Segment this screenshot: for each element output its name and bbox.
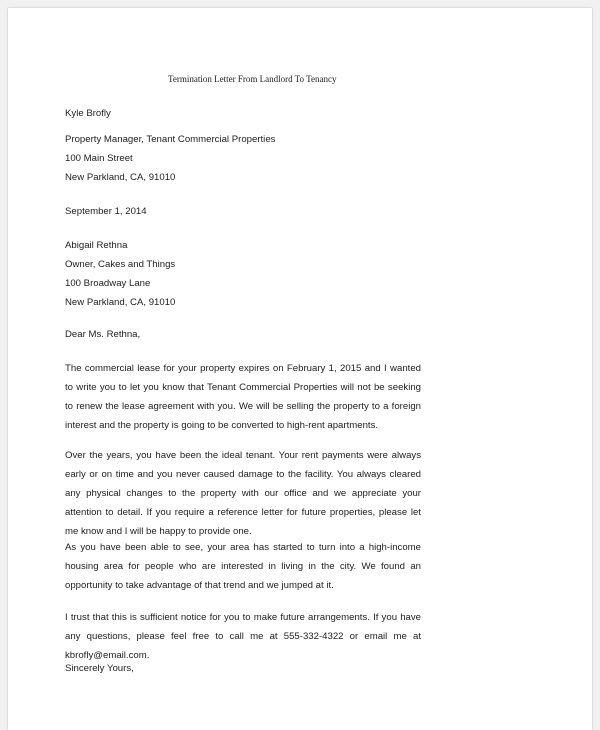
sender-name: Kyle Brofly bbox=[65, 108, 111, 119]
recipient-city: New Parkland, CA, 91010 bbox=[65, 297, 176, 308]
closing: Sincerely Yours, bbox=[65, 663, 134, 674]
recipient-name: Abigail Rethna bbox=[65, 240, 128, 251]
paragraph-area-change: As you have been able to see, your area has started to turn into a high-income housing area for people who are interested in living in the city. We found an opportunity to take advantage of that trend and we jumped at it. bbox=[65, 542, 421, 591]
sender-street: 100 Main Street bbox=[65, 153, 133, 164]
letter-date: September 1, 2014 bbox=[65, 206, 147, 217]
paragraph-ideal-tenant: Over the years, you have been the ideal tenant. Your rent payments were always early or on time and you never caused damage to the facility. You always cleared any physical changes to the property with our office and we appreciate your attention to detail. If you require a reference letter for future properties, please let me know and I will be happy to provide one. bbox=[65, 450, 421, 537]
sender-city: New Parkland, CA, 91010 bbox=[65, 172, 176, 183]
sender-title: Property Manager, Tenant Commercial Properties bbox=[65, 134, 276, 145]
greeting: Dear Ms. Rethna, bbox=[65, 329, 141, 340]
paragraph-lease-expiry: The commercial lease for your property expires on February 1, 2015 and I wanted to write you to let you know that Tenant Commercial Properties will not be seeking to renew the lease agreement with you. We will be selling the property to a foreign interest and the property is going to be converted to high-rent apartments. bbox=[65, 363, 421, 431]
document-page bbox=[8, 8, 592, 730]
paragraph-notice: I trust that this is sufficient notice for you to make future arrangements. If you have any questions, please feel free to call me at 555-332-4322 or email me at kbrofly@email.com. bbox=[65, 612, 421, 661]
letter-title: Termination Letter From Landlord To Tenancy bbox=[168, 74, 337, 84]
sender-address bbox=[65, 130, 421, 187]
recipient-title: Owner, Cakes and Things bbox=[65, 259, 176, 270]
recipient-street: 100 Broadway Lane bbox=[65, 278, 151, 289]
recipient-address bbox=[65, 236, 421, 312]
